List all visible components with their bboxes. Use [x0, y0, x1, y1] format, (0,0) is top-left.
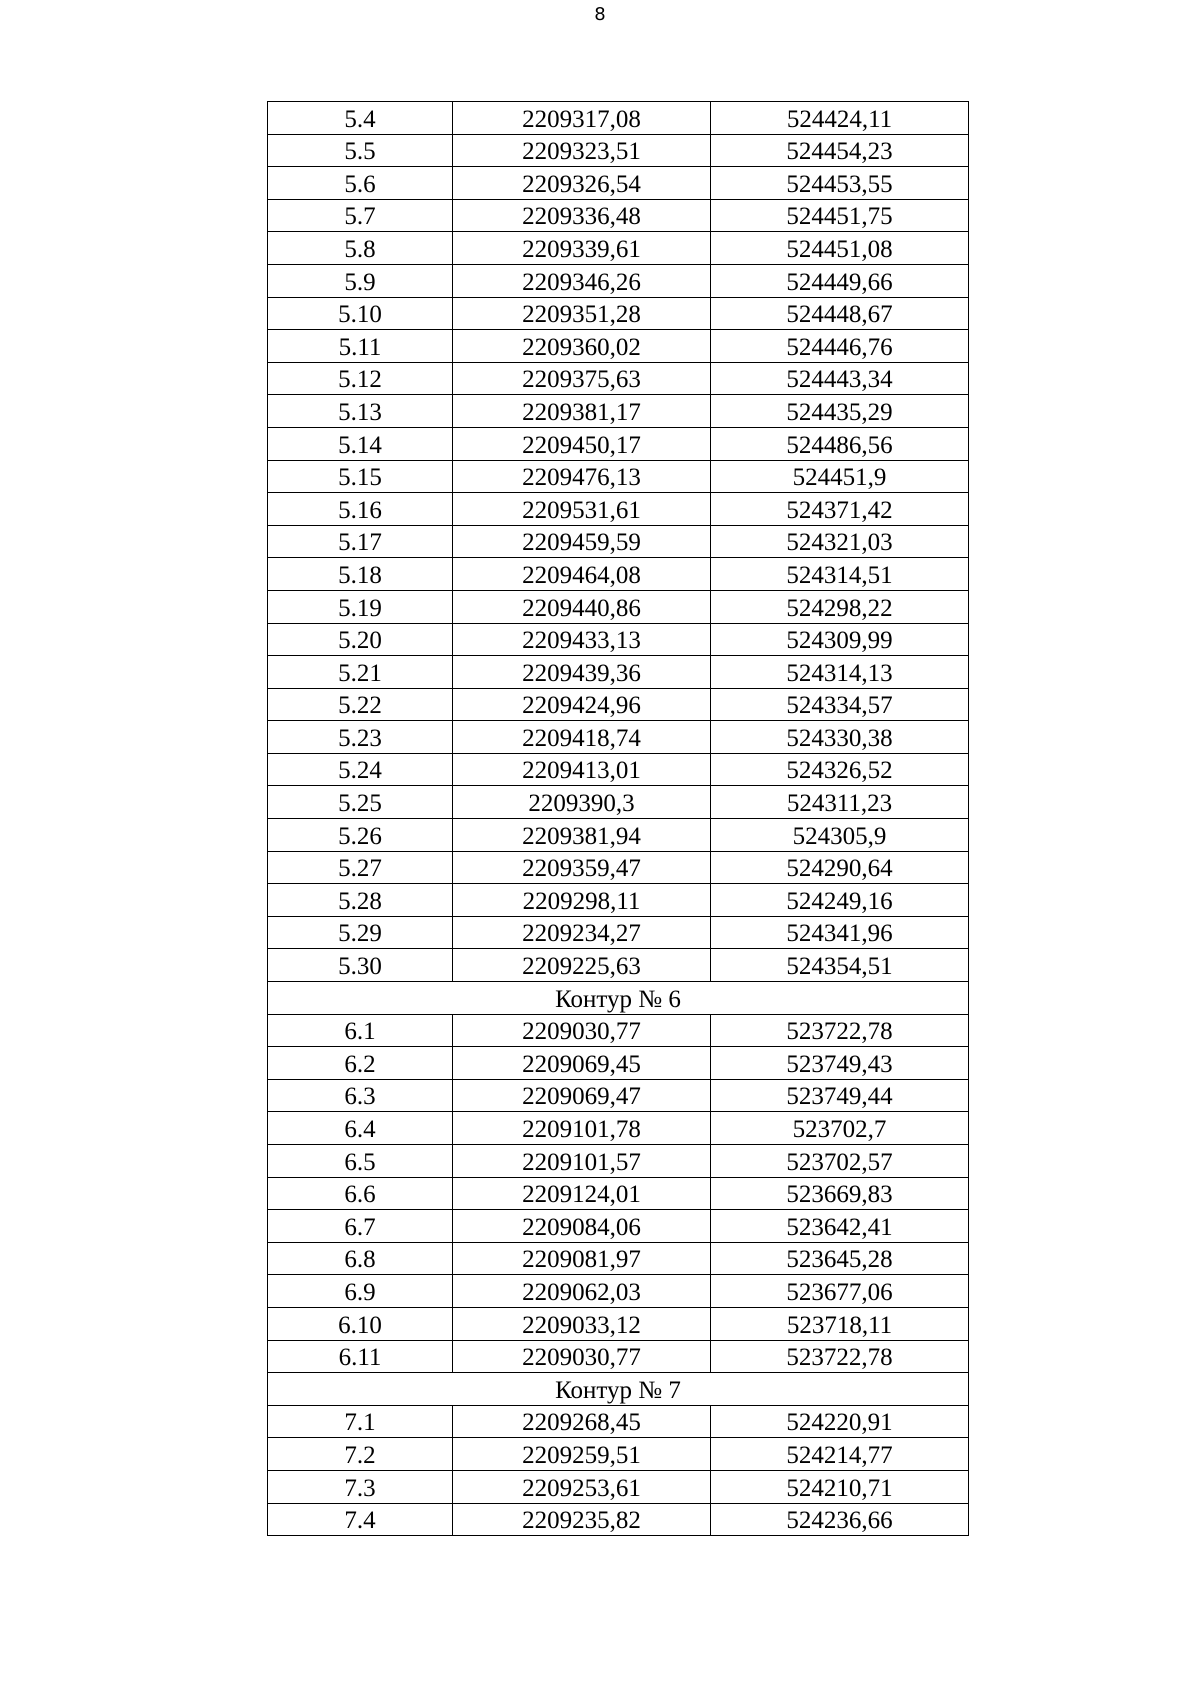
point-number-cell: 6.3 — [268, 1079, 453, 1112]
y-coordinate-cell: 523677,06 — [711, 1275, 969, 1308]
table-row — [268, 1438, 969, 1471]
y-coordinate-cell: 524371,42 — [711, 493, 969, 526]
x-coordinate-cell: 2209381,94 — [453, 819, 711, 852]
y-coordinate-cell: 523642,41 — [711, 1210, 969, 1243]
table-row — [268, 232, 969, 265]
table-row — [268, 819, 969, 852]
x-coordinate-cell: 2209234,27 — [453, 916, 711, 949]
point-number-cell: 5.28 — [268, 884, 453, 917]
x-coordinate-cell: 2209326,54 — [453, 167, 711, 200]
point-number-cell: 6.2 — [268, 1047, 453, 1080]
point-number-cell: 5.5 — [268, 134, 453, 167]
table-row — [268, 1340, 969, 1373]
table-row — [268, 330, 969, 363]
y-coordinate-cell: 524334,57 — [711, 688, 969, 721]
x-coordinate-cell: 2209062,03 — [453, 1275, 711, 1308]
table-row — [268, 199, 969, 232]
point-number-cell: 5.8 — [268, 232, 453, 265]
y-coordinate-cell: 524341,96 — [711, 916, 969, 949]
y-coordinate-cell: 524314,51 — [711, 558, 969, 591]
contour-header-row — [268, 1373, 969, 1406]
y-coordinate-cell: 524214,77 — [711, 1438, 969, 1471]
y-coordinate-cell: 523722,78 — [711, 1340, 969, 1373]
y-coordinate-cell: 524443,34 — [711, 362, 969, 395]
table-row — [268, 753, 969, 786]
y-coordinate-cell: 524220,91 — [711, 1405, 969, 1438]
y-coordinate-cell: 523702,57 — [711, 1145, 969, 1178]
y-coordinate-cell: 524451,9 — [711, 460, 969, 493]
table-row — [268, 427, 969, 460]
y-coordinate-cell: 524326,52 — [711, 753, 969, 786]
table-row — [268, 1145, 969, 1178]
y-coordinate-cell: 524435,29 — [711, 395, 969, 428]
table-row — [268, 134, 969, 167]
x-coordinate-cell: 2209084,06 — [453, 1210, 711, 1243]
y-coordinate-cell: 524305,9 — [711, 819, 969, 852]
point-number-cell: 5.24 — [268, 753, 453, 786]
point-number-cell: 6.8 — [268, 1242, 453, 1275]
table-row — [268, 623, 969, 656]
point-number-cell: 5.9 — [268, 264, 453, 297]
x-coordinate-cell: 2209101,78 — [453, 1112, 711, 1145]
point-number-cell: 5.4 — [268, 102, 453, 135]
x-coordinate-cell: 2209336,48 — [453, 199, 711, 232]
point-number-cell: 7.4 — [268, 1503, 453, 1536]
point-number-cell: 7.2 — [268, 1438, 453, 1471]
table-row — [268, 264, 969, 297]
table-row — [268, 1112, 969, 1145]
y-coordinate-cell: 523645,28 — [711, 1242, 969, 1275]
table-row — [268, 297, 969, 330]
y-coordinate-cell: 524451,75 — [711, 199, 969, 232]
y-coordinate-cell: 524451,08 — [711, 232, 969, 265]
y-coordinate-cell: 524309,99 — [711, 623, 969, 656]
x-coordinate-cell: 2209346,26 — [453, 264, 711, 297]
x-coordinate-cell: 2209030,77 — [453, 1014, 711, 1047]
x-coordinate-cell: 2209101,57 — [453, 1145, 711, 1178]
table-row — [268, 949, 969, 982]
point-number-cell: 5.27 — [268, 851, 453, 884]
point-number-cell: 5.12 — [268, 362, 453, 395]
x-coordinate-cell: 2209390,3 — [453, 786, 711, 819]
y-coordinate-cell: 524454,23 — [711, 134, 969, 167]
contour-label: Контур № 7 — [268, 1373, 969, 1406]
table-row — [268, 721, 969, 754]
point-number-cell: 5.26 — [268, 819, 453, 852]
x-coordinate-cell: 2209418,74 — [453, 721, 711, 754]
x-coordinate-cell: 2209317,08 — [453, 102, 711, 135]
point-number-cell: 5.7 — [268, 199, 453, 232]
x-coordinate-cell: 2209381,17 — [453, 395, 711, 428]
point-number-cell: 6.5 — [268, 1145, 453, 1178]
x-coordinate-cell: 2209323,51 — [453, 134, 711, 167]
x-coordinate-cell: 2209433,13 — [453, 623, 711, 656]
y-coordinate-cell: 523749,44 — [711, 1079, 969, 1112]
point-number-cell: 5.6 — [268, 167, 453, 200]
table-row — [268, 558, 969, 591]
table-row — [268, 884, 969, 917]
point-number-cell: 5.10 — [268, 297, 453, 330]
point-number-cell: 6.7 — [268, 1210, 453, 1243]
table-row — [268, 525, 969, 558]
x-coordinate-cell: 2209476,13 — [453, 460, 711, 493]
point-number-cell: 5.25 — [268, 786, 453, 819]
y-coordinate-cell: 524424,11 — [711, 102, 969, 135]
y-coordinate-cell: 524354,51 — [711, 949, 969, 982]
point-number-cell: 5.16 — [268, 493, 453, 526]
table-row — [268, 395, 969, 428]
table-row — [268, 1405, 969, 1438]
y-coordinate-cell: 524330,38 — [711, 721, 969, 754]
page-number: 8 — [594, 4, 606, 25]
x-coordinate-cell: 2209360,02 — [453, 330, 711, 363]
x-coordinate-cell: 2209259,51 — [453, 1438, 711, 1471]
x-coordinate-cell: 2209253,61 — [453, 1470, 711, 1503]
point-number-cell: 5.15 — [268, 460, 453, 493]
point-number-cell: 5.20 — [268, 623, 453, 656]
y-coordinate-cell: 523749,43 — [711, 1047, 969, 1080]
x-coordinate-cell: 2209359,47 — [453, 851, 711, 884]
table-row — [268, 1047, 969, 1080]
x-coordinate-cell: 2209030,77 — [453, 1340, 711, 1373]
x-coordinate-cell: 2209464,08 — [453, 558, 711, 591]
table-row — [268, 688, 969, 721]
x-coordinate-cell: 2209298,11 — [453, 884, 711, 917]
x-coordinate-cell: 2209268,45 — [453, 1405, 711, 1438]
point-number-cell: 5.21 — [268, 656, 453, 689]
y-coordinate-cell: 524314,13 — [711, 656, 969, 689]
y-coordinate-cell: 524448,67 — [711, 297, 969, 330]
y-coordinate-cell: 523702,7 — [711, 1112, 969, 1145]
table-row — [268, 362, 969, 395]
coordinates-table-body — [268, 102, 969, 1536]
point-number-cell: 5.22 — [268, 688, 453, 721]
x-coordinate-cell: 2209081,97 — [453, 1242, 711, 1275]
point-number-cell: 5.18 — [268, 558, 453, 591]
x-coordinate-cell: 2209375,63 — [453, 362, 711, 395]
y-coordinate-cell: 523669,83 — [711, 1177, 969, 1210]
point-number-cell: 5.19 — [268, 590, 453, 623]
x-coordinate-cell: 2209069,47 — [453, 1079, 711, 1112]
point-number-cell: 6.10 — [268, 1307, 453, 1340]
x-coordinate-cell: 2209225,63 — [453, 949, 711, 982]
contour-label: Контур № 6 — [268, 982, 969, 1015]
x-coordinate-cell: 2209439,36 — [453, 656, 711, 689]
y-coordinate-cell: 523718,11 — [711, 1307, 969, 1340]
x-coordinate-cell: 2209235,82 — [453, 1503, 711, 1536]
table-row — [268, 916, 969, 949]
table-row — [268, 1275, 969, 1308]
x-coordinate-cell: 2209069,45 — [453, 1047, 711, 1080]
y-coordinate-cell: 524210,71 — [711, 1470, 969, 1503]
y-coordinate-cell: 524453,55 — [711, 167, 969, 200]
x-coordinate-cell: 2209424,96 — [453, 688, 711, 721]
point-number-cell: 5.30 — [268, 949, 453, 982]
x-coordinate-cell: 2209531,61 — [453, 493, 711, 526]
point-number-cell: 7.3 — [268, 1470, 453, 1503]
point-number-cell: 5.14 — [268, 427, 453, 460]
table-row — [268, 851, 969, 884]
table-row — [268, 1079, 969, 1112]
table-row — [268, 167, 969, 200]
y-coordinate-cell: 523722,78 — [711, 1014, 969, 1047]
x-coordinate-cell: 2209351,28 — [453, 297, 711, 330]
coordinates-table — [267, 101, 969, 1536]
y-coordinate-cell: 524311,23 — [711, 786, 969, 819]
point-number-cell: 5.23 — [268, 721, 453, 754]
table-row — [268, 1470, 969, 1503]
table-row — [268, 1242, 969, 1275]
y-coordinate-cell: 524236,66 — [711, 1503, 969, 1536]
y-coordinate-cell: 524446,76 — [711, 330, 969, 363]
y-coordinate-cell: 524449,66 — [711, 264, 969, 297]
y-coordinate-cell: 524321,03 — [711, 525, 969, 558]
y-coordinate-cell: 524249,16 — [711, 884, 969, 917]
table-row — [268, 1307, 969, 1340]
table-row — [268, 786, 969, 819]
contour-header-row — [268, 982, 969, 1015]
point-number-cell: 6.1 — [268, 1014, 453, 1047]
x-coordinate-cell: 2209124,01 — [453, 1177, 711, 1210]
x-coordinate-cell: 2209339,61 — [453, 232, 711, 265]
x-coordinate-cell: 2209440,86 — [453, 590, 711, 623]
y-coordinate-cell: 524486,56 — [711, 427, 969, 460]
x-coordinate-cell: 2209459,59 — [453, 525, 711, 558]
table-row — [268, 460, 969, 493]
point-number-cell: 6.9 — [268, 1275, 453, 1308]
point-number-cell: 6.11 — [268, 1340, 453, 1373]
x-coordinate-cell: 2209450,17 — [453, 427, 711, 460]
table-row — [268, 656, 969, 689]
point-number-cell: 6.6 — [268, 1177, 453, 1210]
table-row — [268, 1177, 969, 1210]
x-coordinate-cell: 2209413,01 — [453, 753, 711, 786]
table-row — [268, 493, 969, 526]
table-row — [268, 1503, 969, 1536]
table-row — [268, 1014, 969, 1047]
table-row — [268, 1210, 969, 1243]
point-number-cell: 7.1 — [268, 1405, 453, 1438]
point-number-cell: 5.13 — [268, 395, 453, 428]
point-number-cell: 6.4 — [268, 1112, 453, 1145]
table-row — [268, 590, 969, 623]
y-coordinate-cell: 524290,64 — [711, 851, 969, 884]
x-coordinate-cell: 2209033,12 — [453, 1307, 711, 1340]
point-number-cell: 5.11 — [268, 330, 453, 363]
table-row — [268, 102, 969, 135]
point-number-cell: 5.17 — [268, 525, 453, 558]
point-number-cell: 5.29 — [268, 916, 453, 949]
y-coordinate-cell: 524298,22 — [711, 590, 969, 623]
